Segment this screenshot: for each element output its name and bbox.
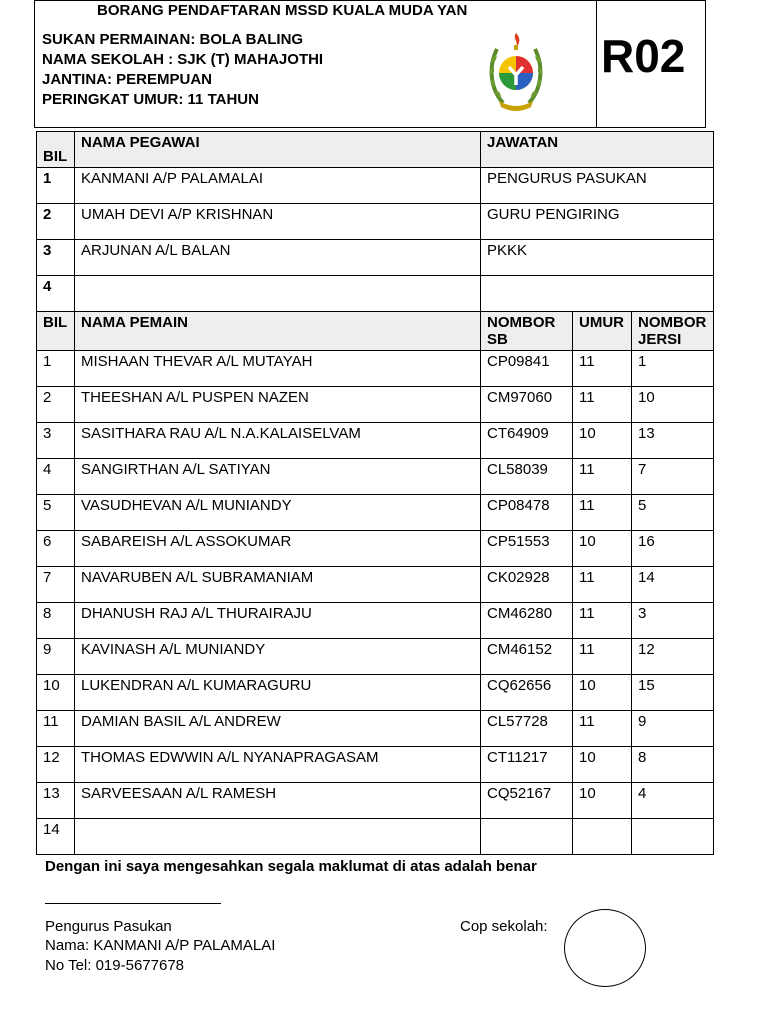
officials-header-position: JAWATAN: [481, 132, 714, 168]
player-name: SANGIRTHAN A/L SATIYAN: [75, 459, 481, 495]
player-number: 1: [37, 351, 75, 387]
player-age: 10: [573, 747, 632, 783]
player-jersey-number: 1: [632, 351, 714, 387]
gender-line: JANTINA: PEREMPUAN: [42, 71, 213, 88]
official-position: PKKK: [481, 240, 714, 276]
signer-role: Pengurus Pasukan: [45, 918, 172, 935]
signer-phone: No Tel: 019-5677678: [45, 957, 184, 974]
player-number: 4: [37, 459, 75, 495]
players-header-age: UMUR: [573, 312, 632, 351]
player-number: 7: [37, 567, 75, 603]
player-age: 11: [573, 567, 632, 603]
player-sb-number: CM97060: [481, 387, 573, 423]
player-jersey-number: [632, 819, 714, 855]
player-jersey-number: 13: [632, 423, 714, 459]
player-row: [37, 531, 714, 567]
officials-header-row: [37, 132, 714, 168]
player-number: 12: [37, 747, 75, 783]
player-row: [37, 423, 714, 459]
form-title: BORANG PENDAFTARAN MSSD KUALA MUDA YAN: [97, 2, 468, 19]
player-row: [37, 747, 714, 783]
official-row: [37, 168, 714, 204]
player-name: DAMIAN BASIL A/L ANDREW: [75, 711, 481, 747]
player-sb-number: [481, 819, 573, 855]
player-name: KAVINASH A/L MUNIANDY: [75, 639, 481, 675]
official-name: KANMANI A/P PALAMALAI: [75, 168, 481, 204]
player-row: [37, 459, 714, 495]
officials-header-bil: BIL: [37, 132, 75, 168]
player-age: 11: [573, 387, 632, 423]
official-name: [75, 276, 481, 312]
player-name: LUKENDRAN A/L KUMARAGURU: [75, 675, 481, 711]
player-age: 10: [573, 675, 632, 711]
player-sb-number: CL58039: [481, 459, 573, 495]
player-name: MISHAAN THEVAR A/L MUTAYAH: [75, 351, 481, 387]
player-jersey-number: 16: [632, 531, 714, 567]
official-number: 2: [37, 204, 75, 240]
player-row: [37, 711, 714, 747]
player-jersey-number: 14: [632, 567, 714, 603]
player-jersey-number: 5: [632, 495, 714, 531]
players-header-sb: NOMBOR SB: [481, 312, 573, 351]
player-number: 11: [37, 711, 75, 747]
player-jersey-number: 8: [632, 747, 714, 783]
player-number: 6: [37, 531, 75, 567]
signer-name: Nama: KANMANI A/P PALAMALAI: [45, 937, 276, 954]
player-row: [37, 495, 714, 531]
player-number: 3: [37, 423, 75, 459]
school-line: NAMA SEKOLAH : SJK (T) MAHAJOTHI: [42, 51, 324, 68]
player-age: 11: [573, 639, 632, 675]
players-header-bil: BIL: [37, 312, 75, 351]
player-sb-number: CT11217: [481, 747, 573, 783]
player-name: THOMAS EDWWIN A/L NYANAPRAGASAM: [75, 747, 481, 783]
official-row: [37, 276, 714, 312]
players-header-row: [37, 312, 714, 351]
player-age: 11: [573, 495, 632, 531]
player-age: [573, 819, 632, 855]
player-jersey-number: 9: [632, 711, 714, 747]
form-code: R02: [601, 30, 686, 82]
official-position: GURU PENGIRING: [481, 204, 714, 240]
player-sb-number: CM46152: [481, 639, 573, 675]
player-age: 10: [573, 783, 632, 819]
official-row: [37, 240, 714, 276]
player-sb-number: CQ62656: [481, 675, 573, 711]
official-name: UMAH DEVI A/P KRISHNAN: [75, 204, 481, 240]
player-row: [37, 351, 714, 387]
player-age: 10: [573, 531, 632, 567]
age-line: PERINGKAT UMUR: 11 TAHUN: [42, 91, 259, 108]
official-number: 4: [37, 276, 75, 312]
sport-line: SUKAN PERMAINAN: BOLA BALING: [42, 31, 304, 48]
school-stamp-area: [564, 909, 646, 987]
player-number: 8: [37, 603, 75, 639]
player-sb-number: CM46280: [481, 603, 573, 639]
registration-table: [36, 131, 714, 855]
player-name: NAVARUBEN A/L SUBRAMANIAM: [75, 567, 481, 603]
player-age: 10: [573, 423, 632, 459]
player-number: 5: [37, 495, 75, 531]
stamp-label: Cop sekolah:: [460, 918, 548, 935]
player-number: 13: [37, 783, 75, 819]
official-number: 3: [37, 240, 75, 276]
confirmation-statement: Dengan ini saya mengesahkan segala maklumat di atas adalah benar: [45, 858, 537, 875]
player-jersey-number: 12: [632, 639, 714, 675]
player-row: [37, 603, 714, 639]
player-sb-number: CL57728: [481, 711, 573, 747]
player-sb-number: CK02928: [481, 567, 573, 603]
official-position: [481, 276, 714, 312]
player-name: SARVEESAAN A/L RAMESH: [75, 783, 481, 819]
players-header-jersey: NOMBOR JERSI: [632, 312, 714, 351]
player-jersey-number: 3: [632, 603, 714, 639]
header-divider: [596, 1, 597, 128]
player-number: 14: [37, 819, 75, 855]
player-sb-number: CT64909: [481, 423, 573, 459]
player-name: THEESHAN A/L PUSPEN NAZEN: [75, 387, 481, 423]
official-name: ARJUNAN A/L BALAN: [75, 240, 481, 276]
player-sb-number: CQ52167: [481, 783, 573, 819]
school-sports-emblem-icon: [487, 29, 545, 115]
official-row: [37, 204, 714, 240]
player-name: DHANUSH RAJ A/L THURAIRAJU: [75, 603, 481, 639]
form-header: [34, 0, 706, 128]
player-number: 10: [37, 675, 75, 711]
player-name: SABAREISH A/L ASSOKUMAR: [75, 531, 481, 567]
player-sb-number: CP09841: [481, 351, 573, 387]
player-row: [37, 639, 714, 675]
player-sb-number: CP08478: [481, 495, 573, 531]
player-sb-number: CP51553: [481, 531, 573, 567]
player-name: VASUDHEVAN A/L MUNIANDY: [75, 495, 481, 531]
player-age: 11: [573, 351, 632, 387]
official-position: PENGURUS PASUKAN: [481, 168, 714, 204]
player-row: [37, 387, 714, 423]
player-age: 11: [573, 711, 632, 747]
player-number: 9: [37, 639, 75, 675]
official-number: 1: [37, 168, 75, 204]
players-header-name: NAMA PEMAIN: [75, 312, 481, 351]
player-name: SASITHARA RAU A/L N.A.KALAISELVAM: [75, 423, 481, 459]
player-age: 11: [573, 459, 632, 495]
player-jersey-number: 10: [632, 387, 714, 423]
player-row: [37, 819, 714, 855]
player-age: 11: [573, 603, 632, 639]
player-row: [37, 675, 714, 711]
player-row: [37, 567, 714, 603]
player-number: 2: [37, 387, 75, 423]
player-jersey-number: 15: [632, 675, 714, 711]
player-jersey-number: 7: [632, 459, 714, 495]
officials-header-name: NAMA PEGAWAI: [75, 132, 481, 168]
player-name: [75, 819, 481, 855]
player-row: [37, 783, 714, 819]
player-jersey-number: 4: [632, 783, 714, 819]
signature-line: [45, 903, 221, 904]
